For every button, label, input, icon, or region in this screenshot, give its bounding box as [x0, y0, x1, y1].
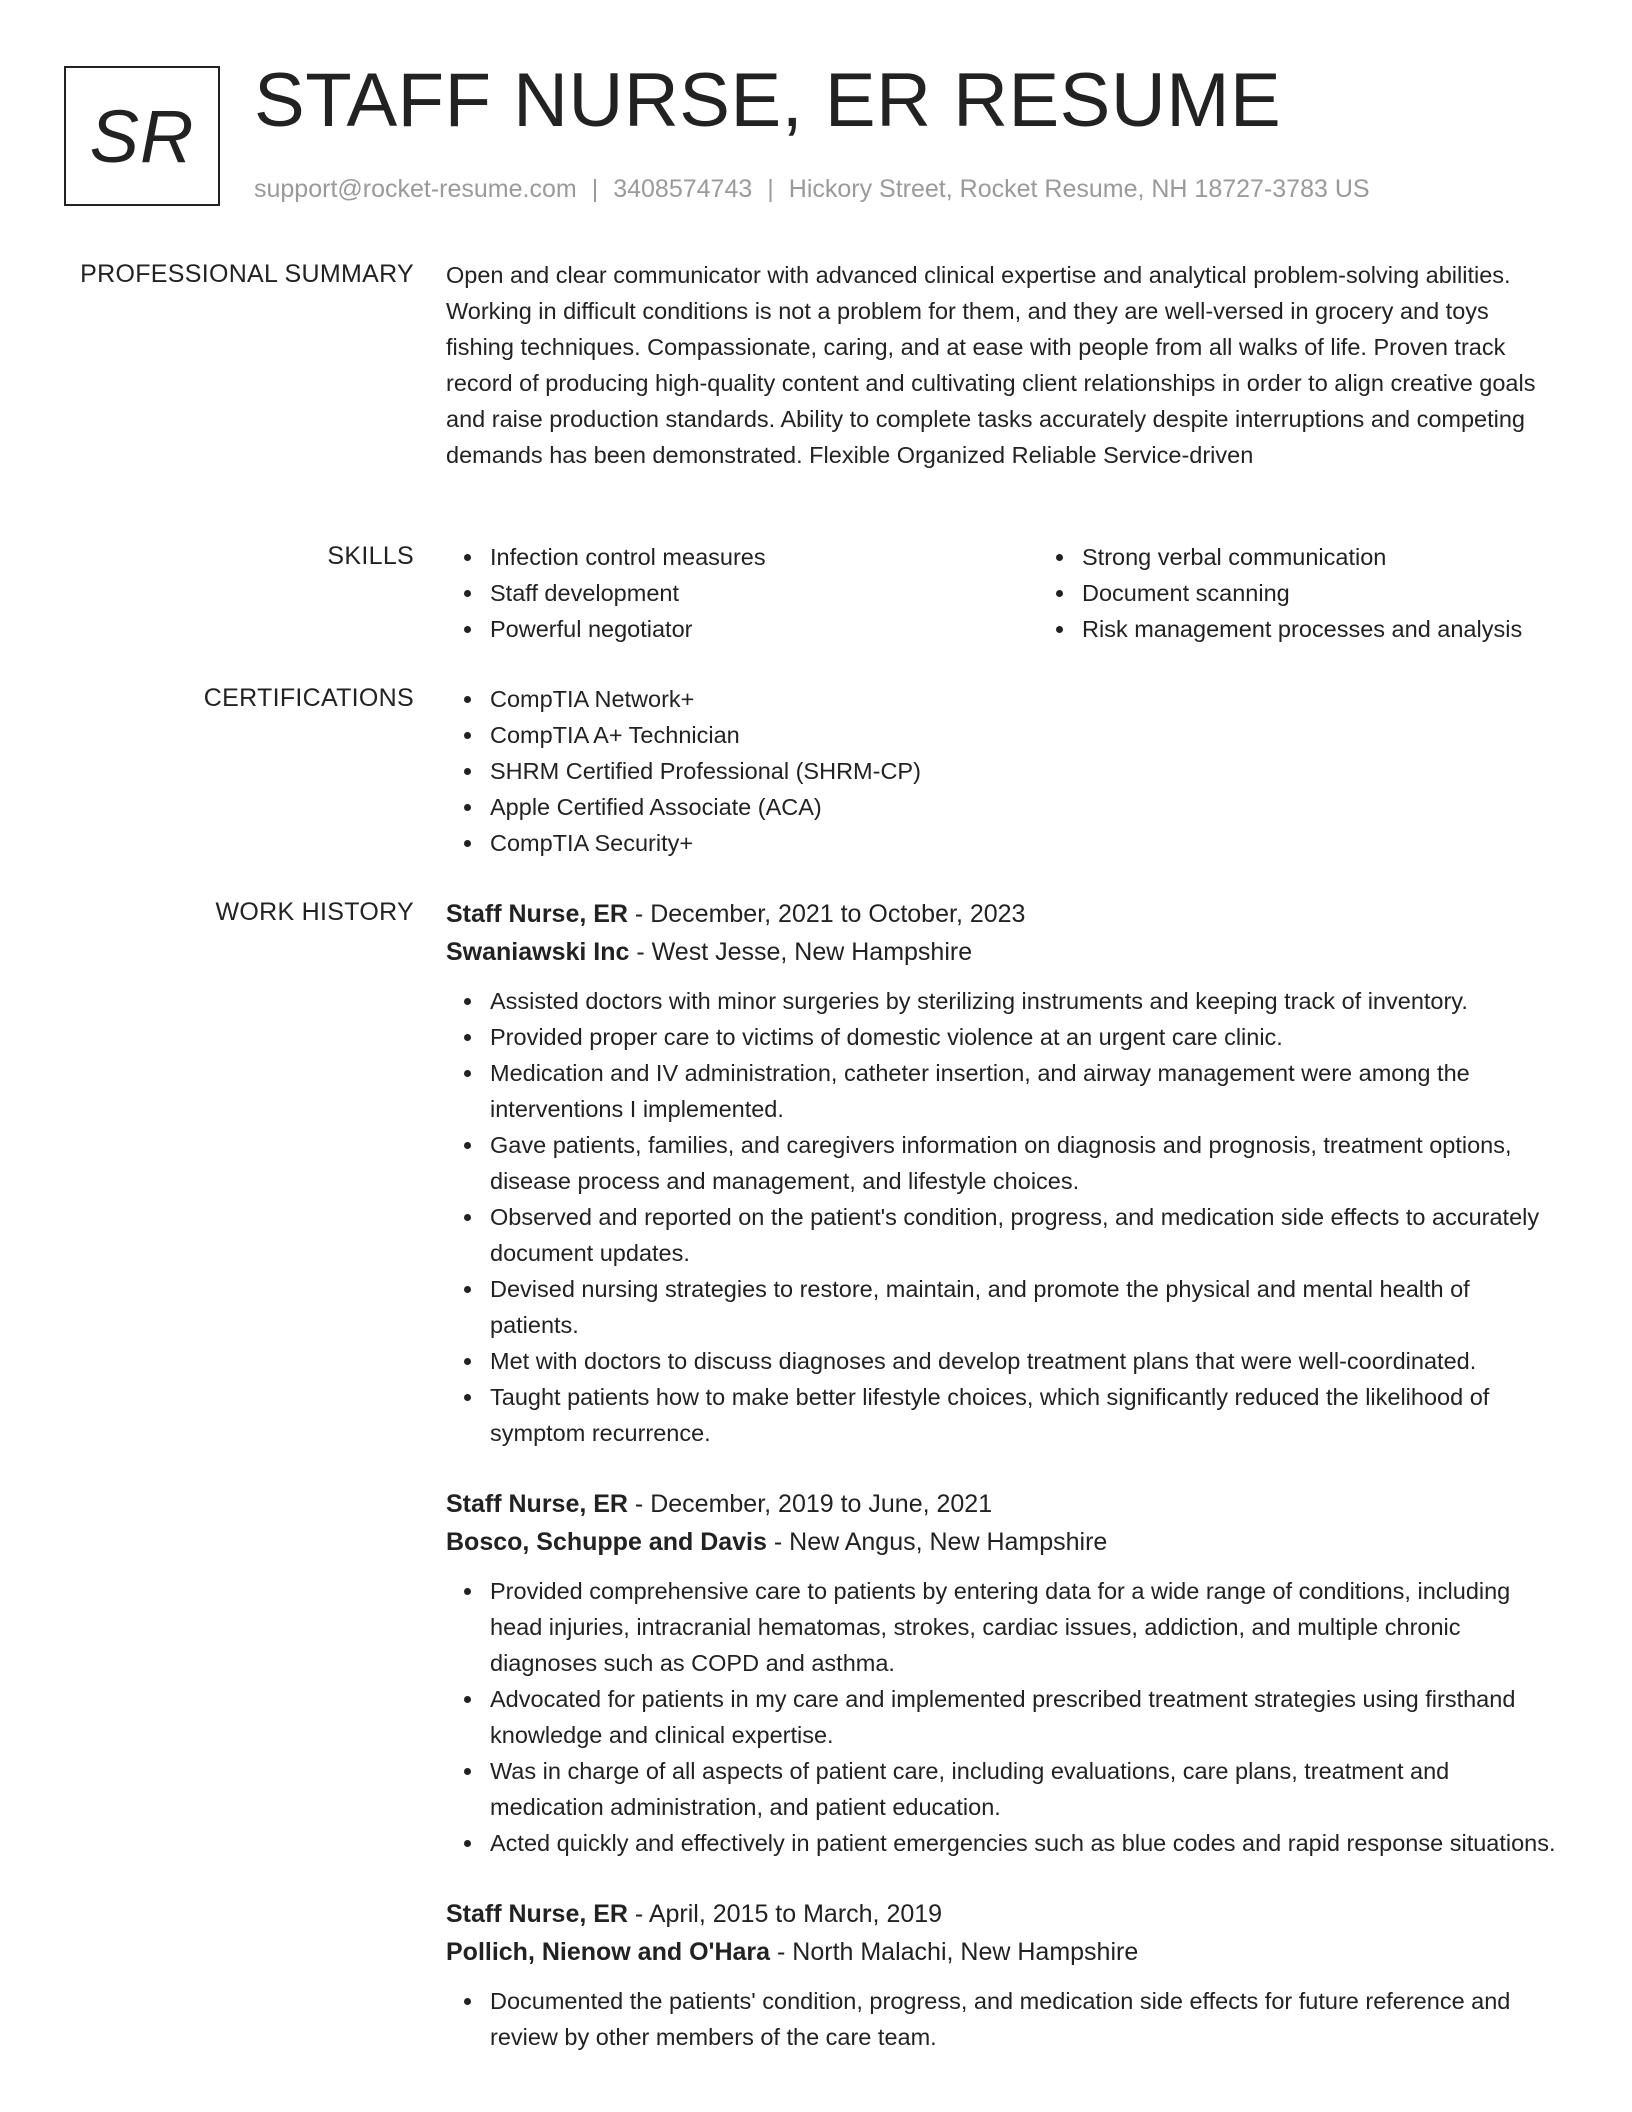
certification-item: CompTIA Network+: [490, 681, 1562, 717]
job-company: Pollich, Nienow and O'Hara: [446, 1938, 771, 1966]
skill-item: Strong verbal communication: [1082, 539, 1562, 575]
job-company-line: Swaniawski Inc - West Jesse, New Hampshire: [446, 938, 973, 966]
certification-item: CompTIA Security+: [490, 825, 1562, 861]
job-title: Staff Nurse, ER: [446, 1490, 628, 1518]
job-duty-item: Provided proper care to victims of domestic violence at an urgent care clinic.: [490, 1019, 1562, 1055]
job-entry: [446, 1485, 1562, 1861]
job-duties-list: [446, 1573, 1562, 1861]
resume-title: STAFF NURSE, ER RESUME: [254, 58, 1282, 143]
job-duties-list: [446, 983, 1562, 1451]
job-duty-item: Met with doctors to discuss diagnoses and develop treatment plans that were well-coordinated.: [490, 1343, 1562, 1379]
skill-item: Staff development: [490, 575, 1038, 611]
job-dates: December, 2019 to June, 2021: [650, 1490, 993, 1518]
skill-item: Risk management processes and analysis: [1082, 611, 1562, 647]
job-title: Staff Nurse, ER: [446, 900, 628, 928]
job-company: Swaniawski Inc: [446, 938, 630, 966]
job-duty-item: Acted quickly and effectively in patient emergencies such as blue codes and rapid response situations.: [490, 1825, 1562, 1861]
job-title-line: Staff Nurse, ER - December, 2021 to October, 2023: [446, 900, 1026, 928]
job-duty-item: Advocated for patients in my care and implemented prescribed treatment strategies using firsthand knowledge and clinical expertise.: [490, 1681, 1562, 1753]
skill-item: Document scanning: [1082, 575, 1562, 611]
job-location: West Jesse, New Hampshire: [651, 938, 973, 966]
contact-address: Hickory Street, Rocket Resume, NH 18727-3783 US: [788, 175, 1370, 203]
job-duty-item: Medication and IV administration, catheter insertion, and airway management were among the interventions I implemented.: [490, 1055, 1562, 1127]
job-duty-item: Provided comprehensive care to patients by entering data for a wide range of conditions, including head injuries, intracranial hematomas, strokes, cardiac issues, addiction, and multiple chronic diagnoses such as COPD and asthma.: [490, 1573, 1562, 1681]
job-duty-item: Was in charge of all aspects of patient care, including evaluations, care plans, treatment and medication administration, and patient education.: [490, 1753, 1562, 1825]
summary-text: Open and clear communicator with advanced clinical expertise and analytical problem-solving abilities. Working in difficult conditions is not a problem for them, and they are well-versed in grocery and toys fishing techniques. Compassionate, caring, and at ease with people from all walks of life. Proven track record of producing high-quality content and cultivating client relationships in order to align creative goals and raise production standards. Ability to complete tasks accurately despite interruptions and competing demands has been demonstrated. Flexible Organized Reliable Service-driven: [446, 262, 1536, 468]
job-company-line: Bosco, Schuppe and Davis - New Angus, New Hampshire: [446, 1528, 1108, 1556]
contact-phone: 3408574743: [613, 175, 753, 203]
job-duty-item: Gave patients, families, and caregivers information on diagnosis and prognosis, treatment options, disease process and management, and lifestyle choices.: [490, 1127, 1562, 1199]
contact-separator: |: [767, 175, 774, 203]
job-duty-item: Assisted doctors with minor surgeries by sterilizing instruments and keeping track of inventory.: [490, 983, 1562, 1019]
work-history-label: WORK HISTORY: [215, 898, 414, 926]
job-location: New Angus, New Hampshire: [789, 1528, 1108, 1556]
certifications-list: [446, 681, 1562, 861]
skills-list-right: [1038, 539, 1562, 647]
job-dates: December, 2021 to October, 2023: [650, 900, 1026, 928]
contact-line: [254, 172, 1370, 206]
summary-label: PROFESSIONAL SUMMARY: [80, 260, 414, 288]
skills-list-left: [446, 539, 1038, 647]
contact-separator: |: [591, 175, 599, 203]
job-location: North Malachi, New Hampshire: [792, 1938, 1139, 1966]
job-company-line: Pollich, Nienow and O'Hara - North Malachi, New Hampshire: [446, 1938, 1139, 1966]
certification-item: SHRM Certified Professional (SHRM-CP): [490, 753, 1562, 789]
job-title: Staff Nurse, ER: [446, 1900, 628, 1928]
job-duty-item: Observed and reported on the patient's condition, progress, and medication side effects to accurately document updates.: [490, 1199, 1562, 1271]
contact-email: support@rocket-resume.com: [254, 175, 577, 203]
certification-item: Apple Certified Associate (ACA): [490, 789, 1562, 825]
job-entry: [446, 895, 1562, 1451]
certifications-label: CERTIFICATIONS: [203, 684, 414, 712]
certification-item: CompTIA A+ Technician: [490, 717, 1562, 753]
job-title-line: Staff Nurse, ER - April, 2015 to March, 2019: [446, 1900, 943, 1928]
skills-label: SKILLS: [327, 542, 414, 570]
skill-item: Powerful negotiator: [490, 611, 1038, 647]
job-duties-list: [446, 1983, 1562, 2055]
job-company: Bosco, Schuppe and Davis: [446, 1528, 767, 1556]
job-duty-item: Devised nursing strategies to restore, maintain, and promote the physical and mental health of patients.: [490, 1271, 1562, 1343]
job-entry: [446, 1895, 1562, 2055]
skill-item: Infection control measures: [490, 539, 1038, 575]
monogram-box: SR: [64, 66, 220, 206]
job-dates: April, 2015 to March, 2019: [648, 1900, 943, 1928]
job-title-line: Staff Nurse, ER - December, 2019 to June, 2021: [446, 1490, 993, 1518]
job-duty-item: Documented the patients' condition, progress, and medication side effects for future reference and review by other members of the care team.: [490, 1983, 1562, 2055]
job-duty-item: Taught patients how to make better lifestyle choices, which significantly reduced the likelihood of symptom recurrence.: [490, 1379, 1562, 1451]
